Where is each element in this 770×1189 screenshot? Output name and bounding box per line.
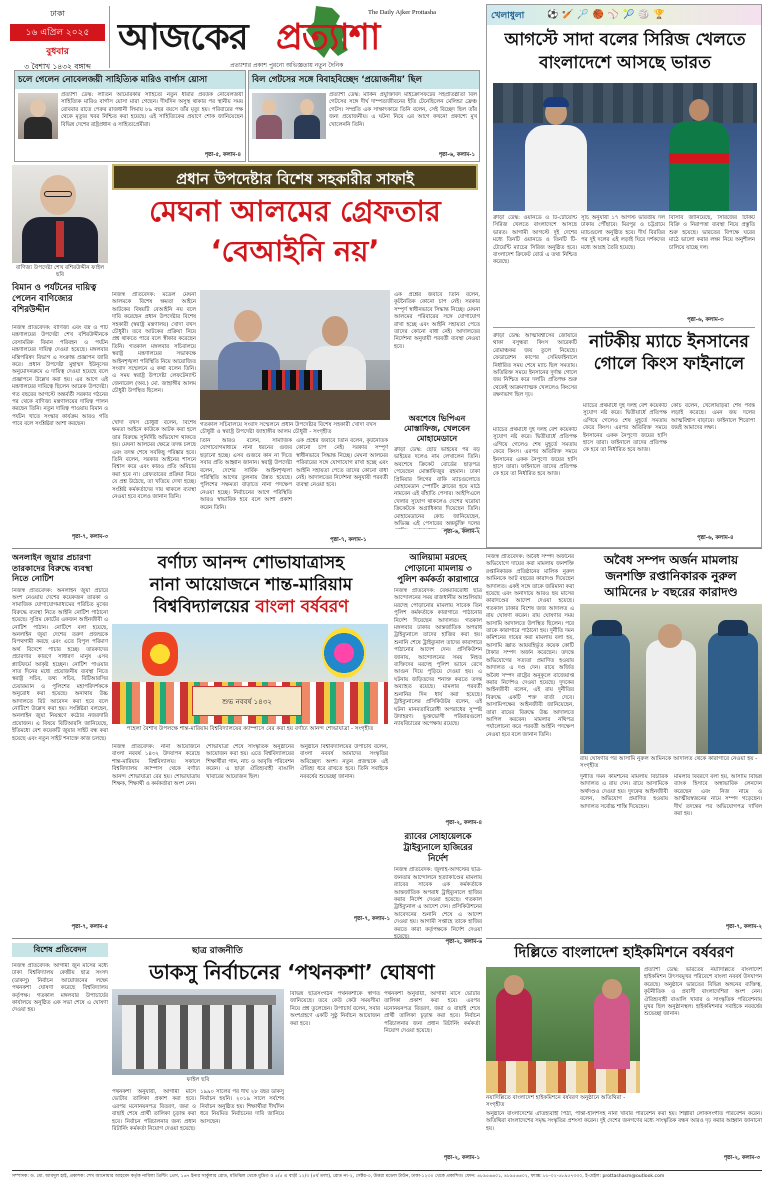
ducsu-headline[interactable]: ডাকসু নির্বাচনের ‘পথনকশা’ ঘোষণা (149, 960, 435, 984)
portrait-head (234, 310, 262, 342)
sidebar-photo (12, 165, 108, 263)
masthead-title-part1: আজকের (118, 17, 248, 58)
rab-continued: পৃষ্ঠা-২, কলাম-৬ (445, 939, 482, 946)
sports-continued: পৃষ্ঠা-৬, কলাম-৩ (687, 317, 724, 323)
boishakh-headline-3-row (112, 596, 390, 618)
ducsu-col1: নিজস্ব প্রতিবেদক: আগামী জুন মাসের মধ্যে ঢাকা বিশ্ববিদ্যালয় কেন্দ্রীয় ছাত্র সংসদ (ডাকসু) নির্বাচন আয়োজনের লক্ষ্যে পথনকশা ঘোষণা করেছে বিশ্ববিদ্যালয় কর্তৃপক্ষ। গতকাল মঙ্গলবার উপাচার্যের কার্যালয়ে অনুষ্ঠিত এক সভা শেষে এ ঘোষণা দেওয়া হয়। (12, 963, 108, 1014)
jersey-stripe (669, 153, 729, 163)
footer-rule (12, 1170, 762, 1171)
guest-person (594, 991, 630, 1069)
teaser-headline[interactable]: চলে গেলেন নোবেলজয়ী সাহিত্যিক মারিও বার্গাস য়োসা (15, 71, 245, 89)
teaser-left[interactable] (14, 70, 246, 162)
lead-col3: তিনি আরও বলেন, সামাজিক যোগাযোগমাধ্যমে নানা ধরনের গুজব ছড়ানো হচ্ছে। এসব গুজবে কান না দিতে সবার প্রতি আহ্বান জানান। স্বরাষ্ট্র উপদেষ্টা বলেন, দেশের সার্বিক আইনশৃঙ্খলা পরিস্থিতি আগের তুলনায় উন্নত হয়েছে। পুলিশের সক্ষমতা বাড়াতে নানা পদক্ষেপ নেওয়া হচ্ছে। নির্বাচনের আগে পরিস্থিতি আরও স্বাভাবিক হবে বলে আশা প্রকাশ করেন তিনি। (200, 438, 292, 511)
kings-col1b: ম্যাচের প্রথমার্ধে দুই দলই বেশ কয়েকটি সুযোগ নষ্ট করে। দ্বিতীয়ার্ধে প্রতিপক্ষ এগিয়ে গেলেও শেষ মুহূর্তে সমতায় ফেরে কিংস। এরপর অতিরিক্ত সময়ে ইনসানের একক নৈপুণ্যে জয়ের হাসি হাসে তারা। ফাইনালে তাদের প্রতিপক্ষ কে হবে তা নির্ধারিত হবে আজ। (493, 427, 577, 478)
ducsu-col3: ১৯৯০ সালের পর দীর্ঘ ২৮ বছর ডাকসু নির্বাচন হয়নি। ২০১৯ সালে সর্বশেষ নির্বাচন অনুষ্ঠিত হয়। শিক্ষার্থীরা দীর্ঘদিন ধরে নিয়মিত নির্বাচনের দাবি জানিয়ে আসছেন। (200, 1089, 284, 1125)
sports-col2: সূচি অনুযায়ী ১৭ আগস্ট ভারতীয় দল ঢাকায় পৌঁছাবে। মিরপুর ও চট্টগ্রামে ম্যাচগুলো অনুষ্ঠিত হবে। দীর্ঘ বিরতির পর দুই দলের এই লড়াই ঘিরে দর্শকদের মধ্যে আগ্রহ তৈরি হয়েছে। (581, 215, 665, 251)
masthead-logo (118, 4, 478, 68)
press-table (200, 390, 390, 420)
ashulia-headline[interactable]: আলিয়ামা মরদেহ পোড়ানো মামলায় ৩ পুলিশ কর্মকর্তা কারাগারে (397, 552, 479, 584)
gambling-story[interactable] (12, 552, 108, 936)
teaser-right[interactable] (248, 70, 480, 162)
masthead (6, 4, 482, 70)
tie (56, 221, 64, 257)
ashulia-continued: পৃষ্ঠা-২, কলাম-৪ (445, 820, 482, 826)
boishakh-headline-3[interactable]: বিশ্ববিদ্যালয়ের (153, 597, 250, 617)
nurul-photo-caption: রায় ঘোষণার পর আসামি নুরুল আমিনকে আদালত থেকে কারাগারে নেওয়া হয় - সংগৃহীত (580, 756, 758, 769)
boishakh-photo (112, 624, 388, 724)
delhi-photo (486, 967, 640, 1093)
lead-col3b: এক প্রশ্নের জবাবে তিনি বলেন, কূটনৈতিক কোনো চাপ নেই। সরকার সম্পূর্ণ স্বাধীনভাবে সিদ্ধান্ত নিচ্ছে। মেঘনা আলমের পরিবারের সঙ্গে যোগাযোগ রাখা হচ্ছে এবং আইনি সহায়তা পেতে তাদের কোনো বাধা নেই। আদালতের নির্দেশনা অনুযায়ী পরবর্তী ব্যবস্থা নেওয়া হবে। (296, 438, 388, 489)
gambling-body: নিজস্ব প্রতিবেদক: অনলাইন জুয়া প্রচারে অংশ নেওয়ায় দেশের কয়েকজন তারকা ও সামাজিক যোগাযোগমাধ্যমের পরিচিত মুখের বিরুদ্ধে ব্যবস্থা নিতে আইনি নোটিশ পাঠানো হয়েছে। সুপ্রিম কোর্টের একজন আইনজীবী এ নোটিশ পাঠান। নোটিশে বলা হয়েছে, অনলাইন জুয়া দেশের তরুণ প্রজন্মকে বিপথগামী করছে এবং এতে বিপুল পরিমাণ অর্থ বিদেশে পাচার হচ্ছে। তারকাদের প্রচারণার কারণে সাধারণ মানুষ এসব প্ল্যাটফর্মে আকৃষ্ট হচ্ছেন। নোটিশ পাওয়ার সাত দিনের মধ্যে প্রয়োজনীয় ব্যবস্থা নিতে স্বরাষ্ট্র সচিব, তথ্য সচিব, বিটিআরসির চেয়ারম্যান ও পুলিশের মহাপরিদর্শককে অনুরোধ করা হয়েছে। অন্যথায় উচ্চ আদালতে রিট আবেদন করা হবে বলে নোটিশে উল্লেখ করা হয়। সংশ্লিষ্টরা বলছেন, অনলাইন জুয়া নিয়ন্ত্রণে কঠোর নজরদারি প্রয়োজন। এ বিষয়ে বিটিআরসি জানিয়েছে, ইতিমধ্যে বেশ কয়েকটি জুয়ার সাইট বন্ধ করা হয়েছে এবং নতুন সাইট শনাক্তে কাজ চলছে। (12, 587, 108, 742)
nurul-story (580, 552, 762, 936)
nurul-photo (580, 604, 762, 754)
dateline-box (6, 6, 110, 71)
ashulia-body: নিজস্ব প্রতিবেদক: বৈষম্যবিরোধী ছাত্র আন্দোলনের সময় রাজধানীর আশুলিয়ায় মরদেহ পোড়ানোর মামলায় সাবেক তিন পুলিশ কর্মকর্তাকে কারাগারে পাঠানোর নির্দেশ দিয়েছেন আদালত। গতকাল মঙ্গলবার ঢাকার আন্তর্জাতিক অপরাধ ট্রাইব্যুনালে তাদের হাজির করা হয়। শুনানি শেষে ট্রাইব্যুনাল তাদের কারাগারে পাঠানোর আদেশ দেন। প্রসিকিউশন জানায়, আন্দোলনের সময় নিহত ব্যক্তিদের মরদেহ পুলিশ ভ্যানে রেখে আগুন দিয়ে পুড়িয়ে দেওয়া হয়। এ ঘটনায় জড়িতদের শনাক্ত করতে তদন্ত অব্যাহত রয়েছে। মামলার পরবর্তী শুনানির দিন ধার্য করা হয়েছে। ট্রাইব্যুনালের প্রসিকিউটর বলেন, এই ঘটনা মানবতাবিরোধী অপরাধের সুস্পষ্ট উদাহরণ। ভুক্তভোগী পরিবারগুলো ন্যায়বিচারের অপেক্ষায় রয়েছে। (394, 588, 482, 728)
sidebar-headline[interactable]: বিমান ও পর্যটনের দায়িত্ব পেলেন বাণিজ্যের বশিরউদ্দীন (12, 283, 97, 315)
lead-continued: পৃষ্ঠা-৭, কলাম-১ (330, 537, 367, 543)
masthead-tagline: প্রত্যাশার প্রকাশ পুরনো অভিজ্ঞতায় নতুন দৈনিক (230, 62, 344, 69)
police-cap (592, 620, 622, 636)
left-sidebar (12, 165, 108, 541)
kings-col3: কোচ বলেন, খেলোয়াড়রা শেষ পর্যন্ত লড়াই করেছে। এমন জয় দলের আত্মবিশ্বাস বাড়াবে। ফাইনালে শিরোপা জয়ই আমাদের লক্ষ্য। (671, 403, 755, 432)
lead-photo-caption: গতকাল সচিবালয়ে সংবাদ সম্মেলনে প্রধান উপদেষ্টার বিশেষ সহকারী খোদা বখস চৌধুরী ও স্বরাষ্ট্র উপদেষ্টা জাহাঙ্গীর আলম চৌধুরী - সংগৃহীত (200, 422, 377, 435)
boishakh-banner: শুভ নববর্ষ ১৪৩২ (192, 686, 302, 716)
ducsu-continued: পৃষ্ঠা-২, কলাম-১ (443, 1155, 480, 1161)
dateline-weekday: বুধবার (46, 47, 69, 57)
kings-rule (493, 327, 755, 328)
lead-col1: নিজস্ব প্রতিবেদক: মডেল মেঘনা আলমকে বিশেষ ক্ষমতা আইনে আটকের বিষয়টি বেআইনি নয় বলে দাবি করেছেন প্রধান উপদেষ্টার বিশেষ সহকারী (স্বরাষ্ট্র মন্ত্রণালয়) খোদা বখস চৌধুরী। তবে আটকের প্রক্রিয়া নিয়ে প্রশ্ন থাকতে পারে বলে স্বীকার করেছেন তিনি। গতকাল মঙ্গলবার সচিবালয়ে স্বরাষ্ট্র মন্ত্রণালয়ের সভাকক্ষে আইনশৃঙ্খলা পরিস্থিতি নিয়ে আয়োজিত সংবাদ সম্মেলনে এ কথা বলেন তিনি। এ সময় স্বরাষ্ট্র উপদেষ্টা লেফটেন্যান্ট জেনারেল (অব.) মো. জাহাঙ্গীর আলম চৌধুরী উপস্থিত ছিলেন। (112, 292, 196, 395)
boishakh-photo-caption: পহেলা বৈশাখ উপলক্ষে শান্ত-মারিয়াম বিশ্ববিদ্যালয়ের ক্যাম্পাসে বের করা হয় বর্ণাঢ্য আনন্দ শোভাযাত্রা - সংগৃহীত (126, 726, 374, 732)
kings-col1: ক্রীড়া ডেস্ক: আত্মবিশ্বাসের জোয়ারে থাকা বসুন্ধরা কিংস আরেকটি রোমাঞ্চকর জয় তুলে নিয়েছে। ফেডারেশন কাপের সেমিফাইনালে নির্ধারিত সময় শেষে ম্যাচ ছিল সমতায়। অতিরিক্ত সময়ে ইনসানের দুর্দান্ত গোলে জয় নিশ্চিত করে দলটি। প্রতিপক্ষ শুরু থেকেই আক্রমণাত্মক খেললেও কিংসের রক্ষণভাগ ছিল দৃঢ়। (493, 333, 577, 399)
stadium-stand (493, 83, 757, 123)
ashulia-story (394, 552, 482, 946)
ducsu-photo (112, 989, 284, 1075)
ducsu-col5: পথনকশা অনুযায়ী, আগামী মাসে ভোটার তালিকা প্রকাশ করা হবে। এরপর মনোনয়নপত্র বিতরণ, জমা ও বাছাই শেষে প্রার্থী তালিকা চূড়ান্ত করা হবে। নির্বাচন পরিচালনার জন্য প্রধান রিটার্নিং কর্মকর্তা নিয়োগ দেওয়া হয়েছে। (384, 991, 480, 1035)
teaser-continued: পৃষ্ঠা-৫, কলাম-৪ (204, 151, 241, 158)
teaser-photo (252, 93, 326, 139)
accused-head (658, 624, 682, 648)
kings-headline[interactable]: নাটকীয় ম্যাচে ইনসানের গোলে কিংস ফাইনালে (589, 332, 749, 374)
kings-continued: পৃষ্ঠা-৬, কলাম-৪ (697, 535, 734, 541)
glasses-icon (44, 191, 72, 197)
nurul-col1: দুর্নীতি দমন কমিশনের মামলায় বিচারিক আদালত এ রায় দেন। রায়ে আসামিকে অর্থদণ্ডও দেওয়া হয়। দুদকের আইনজীবী বলেন, অভিযোগ প্রমাণিত হওয়ায় আদালত সর্বোচ্চ শাস্তি দিয়েছেন। (580, 774, 668, 810)
portrait-body (294, 115, 320, 139)
ducsu-photo-caption: ফাইল ছবি (186, 1077, 210, 1083)
lead-col2: খোদা বখস চৌধুরী বলেন, বিশেষ ক্ষমতা আইনে কাউকে আটক করা হলে তার বিরুদ্ধে সুনির্দিষ্ট অভিযোগ থাকতে হয়। মেঘনা আলমের ক্ষেত্রে তদন্ত চলছে এবং তদন্ত শেষে সবকিছু পরিষ্কার হবে। তিনি বলেন, সরকার আইনের শাসনে বিশ্বাস করে এবং কারও প্রতি অবিচার করা হবে না। গ্রেফতারের প্রক্রিয়া নিয়ে যে প্রশ্ন উঠেছে, তা খতিয়ে দেখা হচ্ছে। সংশ্লিষ্ট কর্মকর্তাদের দায় থাকলে ব্যবস্থা নেওয়া হবে বলেও জানান তিনি। (112, 420, 196, 501)
boishakh-headline-4[interactable]: বাংলা বর্ষবরণ (255, 597, 349, 617)
delhi-col1: প্রত্যাশা ডেস্ক: ভারতের নয়াদিল্লিতে বাংলাদেশ হাইকমিশন উৎসবমুখর পরিবেশে বাংলা নববর্ষ উদযাপন করেছে। অনুষ্ঠানে ভারতের বিভিন্ন অঙ্গনের ব্যক্তিত্ব, কূটনীতিক ও প্রবাসী বাংলাদেশিরা অংশ নেন। ঐতিহ্যবাহী বাঙালি খাবার ও সাংস্কৃতিক পরিবেশনায় মুখর ছিল অনুষ্ঠানস্থল। হাইকমিশনার সবাইকে নববর্ষের শুভেচ্ছা জানান। (644, 967, 762, 1018)
sidebar-body: নিজস্ব প্রতিবেদক: বাণিজ্য এবং বস্ত্র ও পাট মন্ত্রণালয়ের উপদেষ্টা শেখ বশিরউদ্দীনকে বেসামরিক বিমান পরিবহন ও পর্যটন মন্ত্রণালয়ের দায়িত্ব দেওয়া হয়েছে। মঙ্গলবার মন্ত্রিপরিষদ বিভাগ এ সংক্রান্ত প্রজ্ঞাপন জারি করে। প্রধান উপদেষ্টা মুহাম্মদ ইউনূসের অনুমোদনক্রমে এ দায়িত্ব দেওয়া হয়েছে বলে প্রজ্ঞাপনে উল্লেখ করা হয়। এর আগে এই মন্ত্রণালয়ের দায়িত্বে ছিলেন আরেক উপদেষ্টা। গত বছরের আগস্টে অন্তর্বর্তী সরকার গঠনের পর থেকে বাণিজ্য মন্ত্রণালয়ের দায়িত্ব পালন করছেন তিনি। নতুন দায়িত্ব পাওয়ায় বিমান ও পর্যটন খাতে সংস্কার কার্যক্রম আরও গতি পাবে বলে সংশ্লিষ্টরা আশা করছেন। (12, 325, 108, 428)
sports-col3: বিসিবি জানিয়েছে, সিরিজের টিকিট বিক্রি ও নিরাপত্তা ব্যবস্থা নিয়ে প্রস্তুতি শুরু হয়েছে। ভারতের বিপক্ষে ঘরের মাঠে ভালো করার লক্ষ্য নিয়ে অনুশীলন চালিয়ে যাচ্ছে দল। (669, 215, 755, 251)
lead-kicker[interactable]: প্রধান উপদেষ্টার বিশেষ সহকারীর সাফাই (112, 164, 478, 190)
mustafiz-headline[interactable]: অবশেষে ভিপিএন মোস্তাফিজ, খেলবেন মোহামেডানে (403, 414, 471, 443)
sports-photo (493, 83, 757, 211)
teaser-body: প্রত্যাশা ডেস্ক: মার্কিন প্রযুক্তিবিদ মাইক্রোসফটের সহপ্রতিষ্ঠাতা বিল গেটসের সঙ্গে দীর্ঘ দাম্পত্যজীবনের ইতি টেনেছিলেন মেলিন্ডা ফ্রেঞ্চ গেটস। সম্প্রতি এক সাক্ষাৎকারে তিনি বলেন, সেই বিচ্ছেদ ছিল তাঁর জন্য প্রয়োজনীয়। এ ঘটনা নিয়ে এর আগে কখনো প্রকাশ্যে মুখ খোলেননি তিনি। (329, 92, 477, 128)
ducsu-col4: বিভিন্ন ছাত্রসংগঠন পথনকশাকে স্বাগত জানিয়েছে। তবে কেউ কেউ সময়সীমা নিয়ে প্রশ্ন তুলেছেন। উপাচার্য বলেন, সবার অংশগ্রহণে একটি সুষ্ঠু নির্বাচন আয়োজন করা হবে। (290, 991, 380, 1027)
nurul-headline-2[interactable]: জনশক্তি রপ্তানিকারক নুরুল (605, 569, 737, 583)
sidebar-photo-caption: বাণিজ্য উপদেষ্টা শেখ বশিরউদ্দীন ফাইল ছবি (15, 265, 105, 278)
guest-head (504, 975, 524, 995)
teaser-photo (18, 93, 58, 139)
nurul-headline-1[interactable]: অবৈধ সম্পদ অর্জন মামলায় (603, 553, 739, 567)
ducsu-roof (118, 995, 276, 1005)
footer-imprint: সম্পাদক: ড. মো. আবদুল হাই, প্রকাশক: শেখ আনোয়ার আহমেদ কর্তৃক নাবিলা প্রিন্টিং প্রেস, ১৬৭ ইনার সার্কুলার রোড, মতিঝিল থেকে মুদ্রিত ও ৫/৫ এ বাড়ী ১২/৩ (৪র্থ তলা), রোড নং-২, সেক্টর-৩, উত্তরা মডেল টাউন, ঢাকা-১২৩০ থেকে প্রকাশিত। ফোন: ৪৮৯৫৬৬০১, ৪৮৯৫৬৬০২, ফ্যাক্স: ৮৮-০২-৫৮৯৫৭৩৩০, ই-মেইল: prottashasm@outlook.com (12, 1174, 665, 1179)
sports-section-label: খেলাধুলা (491, 11, 525, 21)
sports-banner (487, 5, 761, 25)
delhi-headline[interactable]: দিল্লিতে বাংলাদেশ হাইকমিশনে বর্ষবরণ (514, 945, 734, 961)
player-left-cap (543, 97, 569, 107)
masthead-title-part2: প্রত্যাশা (276, 17, 380, 58)
ducsu-tag: বিশেষ প্রতিবেদন (12, 943, 108, 957)
portrait-head (262, 99, 276, 115)
sports-icons: ⚽🏏🏸🏀⚾🎾🏐🏆 (547, 10, 669, 20)
gambling-headline[interactable]: অনলাইন জুয়ার প্রচারণা তারকাদের বিরুদ্ধে ব্যবস্থা নিতে নোটিশ (12, 552, 93, 583)
portrait-head (300, 99, 314, 115)
delhi-story (486, 938, 762, 1168)
mustafiz-story[interactable] (394, 414, 480, 542)
player-left-body (525, 125, 587, 211)
teaser-body: প্রত্যাশা ডেস্ক: লাতিন আমেরিকার সাহিত্যে নতুন ধারার প্রবর্তক নোবেলজয়ী সাহিত্যিক মারিও বার্গাস য়োসা মারা গেছেন। দীর্ঘদিন অসুস্থ থাকার পর স্থানীয় সময় রোববার রাতে পেরুর রাজধানী লিমায় ৮৯ বছর বয়সে তাঁর মৃত্যু হয়। পরিবারের পক্ষ থেকে মৃত্যুর খবর নিশ্চিত করা হয়েছে। এই সাহিত্যিকের প্রয়াণে শোক জানিয়েছেন বিভিন্ন দেশের রাষ্ট্রপ্রধান ও সাহিত্যপ্রেমীরা। (61, 92, 243, 128)
sidebar-continued: পৃষ্ঠা-৭, কলাম-৩ (71, 533, 108, 540)
sports-headline[interactable]: আগস্টে সাদা বলের সিরিজ খেলতে বাংলাদেশে আসছে ভারত (504, 30, 746, 73)
gambling-rule (12, 548, 762, 549)
dateline-bangla-date: ৩ বৈশাখ ১৪৩২ বঙ্গাব্দ (24, 62, 91, 71)
ducsu-building (122, 1003, 272, 1069)
delhi-continued: পৃষ্ঠা-২, কলাম-৩ (723, 1155, 760, 1161)
boishakh-col3: অনুষ্ঠানে বিশ্ববিদ্যালয়ের উপাচার্য বলেন, বাংলা নববর্ষ আমাদের সংস্কৃতির অবিচ্ছেদ্য অংশ। নতুন প্রজন্মকে এই ঐতিহ্য ধরে রাখতে হবে। তিনি সবাইকে নববর্ষের শুভেচ্ছা জানান। (300, 744, 388, 780)
boishakh-story (112, 552, 390, 936)
sports-section (486, 4, 762, 548)
gambling-continued: পৃষ্ঠা-৭, কলাম-৫ (71, 923, 108, 930)
mask-prop (142, 632, 178, 676)
lead-headline-line1[interactable]: মেঘনা আলমের গ্রেফতার (149, 194, 441, 228)
dateline-date: ১৬ এপ্রিল ২০২৫ (10, 24, 105, 41)
teaser-continued: পৃষ্ঠা-৬, কলাম-১ (438, 151, 475, 158)
delhi-col2: অনুষ্ঠানে বাংলাদেশের ঐতিহ্যবাহী পিঠা, পান্তা-ইলিশসহ নানা খাবার পরিবেশন করা হয়। শিল্পীরা লোকসংগীত পরিবেশন করেন। অতিথিরা বাংলাদেশের সমৃদ্ধ সংস্কৃতির প্রশংসা করেন। দুই দেশের জনগণের মধ্যে সাংস্কৃতিক বন্ধন আরও দৃঢ় করার আহ্বান জানানো হয়। (486, 1111, 762, 1132)
boishakh-headline-2[interactable]: নানা আয়োজনে শান্ত-মারিয়াম (149, 575, 353, 595)
portrait-head (322, 316, 348, 346)
court-body: নিজস্ব প্রতিবেদক: অবৈধ সম্পদ অর্জনের অভিযোগে দায়ের করা মামলায় জনশক্তি রপ্তানিকারক প্রতিষ্ঠানের মালিক নুরুল আমিনকে আট বছরের কারাদণ্ড দিয়েছেন আদালত। একই সঙ্গে তাকে জরিমানা করা হয়েছে এবং অনাদায়ে আরও ছয় মাসের কারাদণ্ডের আদেশ দেওয়া হয়েছে। গতকাল ঢাকার বিশেষ জজ আদালত এ রায় ঘোষণা করেন। রায় ঘোষণার সময় আসামি আদালতে উপস্থিত ছিলেন। পরে তাকে কারাগারে পাঠানো হয়। দুর্নীতি দমন কমিশনের দায়ের করা মামলায় বলা হয়, আসামি জ্ঞাত আয়বহির্ভূত কয়েক কোটি টাকার সম্পদ অর্জন করেছেন। তদন্তে অভিযোগের সত্যতা প্রমাণিত হওয়ায় আদালত এ দণ্ড দেন। রায়ে অর্জিত অবৈধ সম্পদ রাষ্ট্রের অনুকূলে বাজেয়াপ্ত করার নির্দেশও দেওয়া হয়েছে। দুদকের আইনজীবী বলেন, এই রায় দুর্নীতির বিরুদ্ধে একটি শক্ত বার্তা দেবে। আসামিপক্ষের আইনজীবী জানিয়েছেন, তারা রায়ের বিরুদ্ধে উচ্চ আদালতে আপিল করবেন। মামলার নথিপত্র পর্যালোচনা করে পরবর্তী আইনি পদক্ষেপ নেওয়া হবে বলে জানান তিনি। (486, 554, 574, 738)
ducsu-story (12, 938, 482, 1168)
ducsu-label: ছাত্র রাজনীতি (192, 946, 243, 956)
teaser-headline[interactable]: বিল গেটসের সঙ্গে বিবাহবিচ্ছেদ ‘প্রয়োজনীয়’ ছিল (249, 71, 479, 89)
boishakh-col2: শোভাযাত্রা শেষে সাংস্কৃতিক অনুষ্ঠানের আয়োজন করা হয়। এতে বিশ্ববিদ্যালয়ের শিক্ষার্থীরা গান, নাচ ও আবৃত্তি পরিবেশন করেন। এ ছাড়া ঐতিহ্যবাহী বাঙালি খাবারের আয়োজন ছিল। (206, 744, 294, 780)
boishakh-headline-1[interactable]: বর্ণাঢ্য আনন্দ শোভাযাত্রাসহ (157, 553, 345, 573)
police-officer (708, 632, 758, 754)
portrait-body (24, 117, 52, 139)
lead-side-text: এক প্রশ্নের জবাবে তিনি বলেন, কূটনৈতিক কোনো চাপ নেই। সরকার সম্পূর্ণ স্বাধীনভাবে সিদ্ধান্ত নিচ্ছে। মেঘনা আলমের পরিবারের সঙ্গে যোগাযোগ রাখা হচ্ছে এবং আইনি সহায়তা পেতে তাদের কোনো বাধা নেই। আদালতের নির্দেশনা অনুযায়ী পরবর্তী ব্যবস্থা নেওয়া হবে। (394, 292, 480, 350)
nurul-headline-3[interactable]: আমিনের ৮ বছরের কারাদণ্ড (604, 585, 738, 599)
dateline-city: ঢাকা (50, 9, 65, 18)
portrait-head (30, 99, 46, 117)
player-right-head (689, 99, 709, 121)
mask-prop (322, 628, 366, 678)
accused-person (646, 640, 696, 754)
lead-photo (200, 290, 390, 420)
kings-col2: ম্যাচের প্রথমার্ধে দুই দলই বেশ কয়েকটি সুযোগ নষ্ট করে। দ্বিতীয়ার্ধে প্রতিপক্ষ এগিয়ে গেলেও শেষ মুহূর্তে সমতায় ফেরে কিংস। এরপর অতিরিক্ত সময়ে ইনসানের একক নৈপুণ্যে জয়ের হাসি হাসে তারা। ফাইনালে তাদের প্রতিপক্ষ কে হবে তা নির্ধারিত হবে আজ। (583, 403, 667, 454)
delhi-photo-caption: নয়াদিল্লিতে বাংলাদেশ হাইকমিশনে বর্ষবরণ অনুষ্ঠানে অতিথিরা - সংগৃহীত (486, 1095, 626, 1108)
ducsu-col2: পথনকশা অনুযায়ী, আগামী মাসে ভোটার তালিকা প্রকাশ করা হবে। এরপর মনোনয়নপত্র বিতরণ, জমা ও বাছাই শেষে প্রার্থী তালিকা চূড়ান্ত করা হবে। নির্বাচন পরিচালনার জন্য প্রধান রিটার্নিং কর্মকর্তা নিয়োগ দেওয়া হয়েছে। (112, 1089, 196, 1133)
mustafiz-continued: পৃষ্ঠা-৬, কলাম-২ (443, 529, 480, 535)
rab-headline[interactable]: র‍্যাবের সোহায়েলকে ট্রাইব্যুনালে হাজিরের নির্দেশ (403, 831, 473, 864)
rab-body: নিজস্ব প্রতিবেদক: জুলাই-আগস্টের ছাত্র-জনতার আন্দোলনে হত্যাকাণ্ডের মামলায় র‍্যাবের সাবেক এক কর্মকর্তাকে আন্তর্জাতিক অপরাধ ট্রাইব্যুনালে হাজির করার নির্দেশ দেওয়া হয়েছে। গতকাল ট্রাইব্যুনাল এ আদেশ দেন। প্রসিকিউশনের আবেদনের শুনানি শেষে এ আদেশ দেওয়া হয়। আগামী সপ্তাহে তাকে হাজির করতে কারা কর্তৃপক্ষকে নির্দেশ দেওয়া হয়েছে। (394, 867, 482, 940)
player-right-body (669, 121, 729, 211)
police-cap (718, 620, 748, 636)
boishakh-continued: পৃষ্ঠা-৭, কলাম-১ (353, 916, 390, 922)
guest-head (602, 979, 622, 999)
lead-headline-line2[interactable]: ‘বেআইনি নয়’ (210, 234, 380, 268)
nurul-col2: মামলার বিবরণে বলা হয়, আসামি বিভিন্ন ব্যাংক হিসাবে অস্বাভাবিক লেনদেন করেছেন এবং নিজ নামে ও আত্মীয়স্বজনের নামে সম্পদ গড়েছেন। দীর্ঘ তদন্তের পর অভিযোগপত্র দাখিল করা হয়। (674, 774, 762, 818)
masthead-subtitle: The Daily Ajker Prottasha (368, 9, 437, 16)
sports-col1: ক্রীড়া ডেস্ক: ওয়ানডে ও টি-টোয়েন্টি সিরিজ খেলতে বাংলাদেশে আসছে ভারত। আগামী আগস্টে দুই দেশের মধ্যে তিনটি ওয়ানডে ও তিনটি টি-টোয়েন্টি ম্যাচের সিরিজ অনুষ্ঠিত হবে। বাংলাদেশ ক্রিকেট বোর্ড এ তথ্য নিশ্চিত করেছে। (493, 215, 577, 266)
boishakh-col1: নিজস্ব প্রতিবেদক: নানা আয়োজনে বাংলা নববর্ষ ১৪৩২ উদযাপন করেছে শান্ত-মারিয়াম বিশ্ববিদ্যালয়। সকালে বিশ্ববিদ্যালয় ক্যাম্পাস থেকে বর্ণাঢ্য আনন্দ শোভাযাত্রা বের হয়। শোভাযাত্রায় শিক্ষক, শিক্ষার্থী ও কর্মকর্তারা অংশ নেন। (112, 744, 200, 788)
mustafiz-body: ক্রীড়া ডেস্ক: ছোট ভাইয়ের পর বড় ভাইয়ের দলেও নাম লেখালেন তিনি। অবশেষে ক্রিকেট বোর্ডের ছাড়পত্র পেয়েছেন মোস্তাফিজুর রহমান। ঢাকা প্রিমিয়ার লিগের বাকি ম্যাচগুলোতে মোহামেডান স্পোর্টিং ক্লাবের হয়ে মাঠে নামবেন এই বাঁহাতি পেসার। আইপিএলে খেলার সুযোগ থাকলেও দেশের ঘরোয়া ক্রিকেটকে অগ্রাধিকার দিয়েছেন তিনি। মোহামেডানের কোচ জানিয়েছেন, অভিজ্ঞ এই পেসারের অন্তর্ভুক্তি দলের (394, 447, 480, 528)
portrait-body (256, 115, 282, 139)
microphone-cluster (262, 370, 322, 390)
police-officer (584, 632, 630, 754)
nurul-continued: পৃষ্ঠা-৭, কলাম-২ (725, 924, 762, 930)
